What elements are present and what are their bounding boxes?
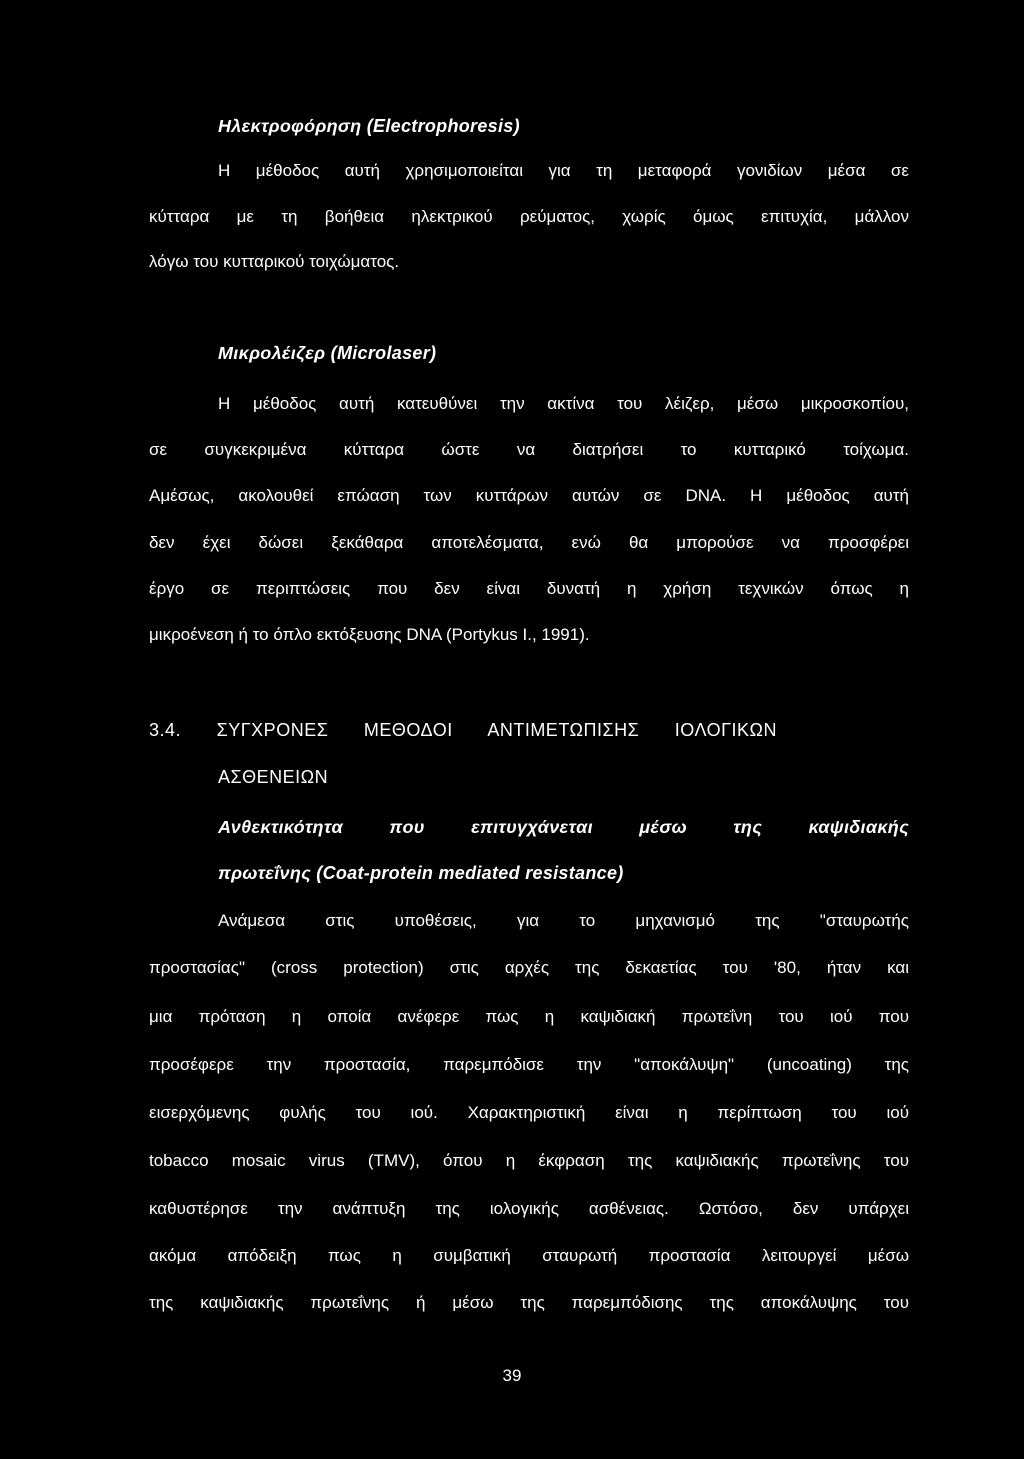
paragraph-line: της καψιδιακής πρωτεΐνης ή μέσω της παρεμπόδισης της αποκάλυψης του: [149, 1293, 909, 1312]
paragraph-line: Η μέθοδος αυτή χρησιμοποιείται για τη μεταφορά γονιδίων μέσα σε: [218, 161, 909, 180]
paragraph-line: ακόμα απόδειξη πως η συμβατική σταυρωτή προστασία λειτουργεί μέσω: [149, 1246, 909, 1265]
paragraph-line: κύτταρα με τη βοήθεια ηλεκτρικού ρεύματος, χωρίς όμως επιτυχία, μάλλον: [149, 207, 909, 226]
paragraph-line: μια πρόταση η οποία ανέφερε πως η καψιδιακή πρωτεΐνη του ιού που: [149, 1007, 909, 1026]
paragraph-line: σε συγκεκριμένα κύτταρα ώστε να διατρήσει το κυτταρικό τοίχωμα.: [149, 440, 909, 459]
paragraph-line: λόγω του κυτταρικού τοιχώματος.: [149, 252, 400, 271]
heading-electrophoresis: Ηλεκτροφόρηση (Electrophoresis): [218, 116, 520, 136]
paragraph-line: προσέφερε την προστασία, παρεμπόδισε την "αποκάλυψη" (uncoating) της: [149, 1055, 909, 1074]
page-number: 39: [502, 1366, 522, 1385]
paragraph-line: προστασίας" (cross protection) στις αρχές της δεκαετίας του '80, ήταν και: [149, 958, 909, 977]
heading-microlaser: Μικρολέιζερ (Microlaser): [218, 343, 437, 363]
paragraph-line: εισερχόμενης φυλής του ιού. Χαρακτηριστική είναι η περίπτωση του ιού: [149, 1103, 909, 1122]
paragraph-line: δεν έχει δώσει ξεκάθαρα αποτελέσματα, ενώ θα μπορούσε να προσφέρει: [149, 533, 909, 552]
paragraph-line: Ανάμεσα στις υποθέσεις, για το μηχανισμό της "σταυρωτής: [218, 911, 909, 930]
paragraph-line: tobacco mosaic virus (TMV), όπου η έκφραση της καψιδιακής πρωτεΐνης του: [149, 1151, 909, 1170]
section-title-line2: ΑΣΘΕΝΕΙΩΝ: [218, 767, 329, 787]
paragraph-line: Η μέθοδος αυτή κατευθύνει την ακτίνα του λέιζερ, μέσω μικροσκοπίου,: [218, 394, 909, 413]
paragraph-line: καθυστέρησε την ανάπτυξη της ιολογικής ασθένειας. Ωστόσο, δεν υπάρχει: [149, 1199, 909, 1218]
paragraph-line: μικροένεση ή το όπλο εκτόξευσης DNA (Portykus I., 1991).: [149, 625, 590, 644]
paragraph-line: έργο σε περιπτώσεις που δεν είναι δυνατή η χρήση τεχνικών όπως η: [149, 579, 909, 598]
section-title-line1: 3.4. ΣΥΓΧΡΟΝΕΣ ΜΕΘΟΔΟΙ ΑΝΤΙΜΕΤΩΠΙΣΗΣ ΙΟΛΟΓΙΚΩΝ: [149, 720, 777, 740]
subheading-line1: Ανθεκτικότητα που επιτυγχάνεται μέσω της καψιδιακής: [218, 817, 909, 837]
subheading-line2: πρωτεΐνης (Coat-protein mediated resistance): [218, 863, 624, 883]
paragraph-line: Αμέσως, ακολουθεί επώαση των κυττάρων αυτών σε DNA. Η μέθοδος αυτή: [149, 486, 909, 505]
